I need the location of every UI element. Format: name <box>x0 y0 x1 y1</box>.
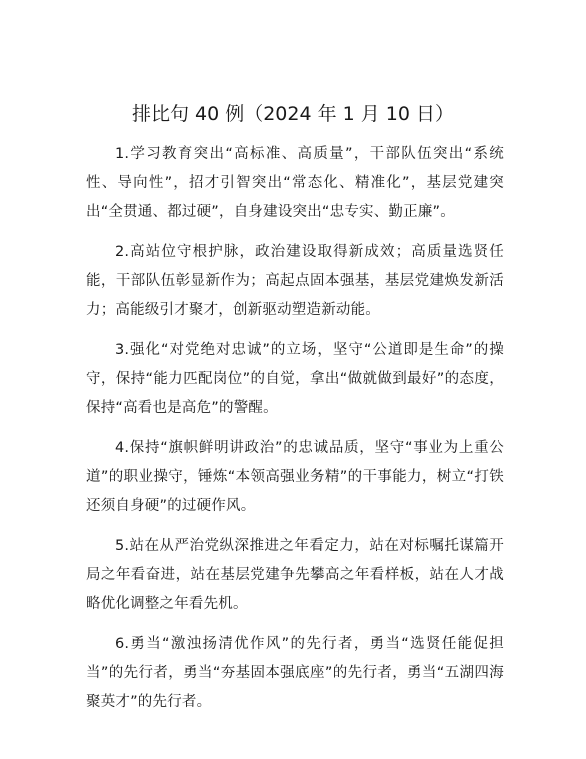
paragraph-1: 1.学习教育突出“高标准、高质量”，干部队伍突出“系统性、导向性”，招才引智突出“常态化、精准化”，基层党建突出“全贯通、都过硬”，自身建设突出“忠专实、勤正廉”。 <box>86 146 504 220</box>
document-body <box>86 140 504 728</box>
paragraph-6: 6.勇当“激浊扬清优作风”的先行者，勇当“选贤任能促担当”的先行者，勇当“夯基固本强底座”的先行者，勇当“五湖四海聚英才”的先行者。 <box>86 636 504 710</box>
paragraph-2: 2.高站位守根护脉，政治建设取得新成效；高质量选贤任能，干部队伍彰显新作为；高起点固本强基，基层党建焕发新活力；高能级引才聚才，创新驱动塑造新动能。 <box>86 244 504 318</box>
paragraph-3: 3.强化“对党绝对忠诚”的立场，坚守“公道即是生命”的操守，保持“能力匹配岗位”的自觉，拿出“做就做到最好”的态度，保持“高看也是高危”的警醒。 <box>86 342 504 416</box>
paragraph-5: 5.站在从严治党纵深推进之年看定力，站在对标嘱托谋篇开局之年看奋进，站在基层党建争先攀高之年看样板，站在人才战略优化调整之年看先机。 <box>86 538 504 612</box>
document-title: 排比句 40 例（2024 年 1 月 10 日） <box>131 103 455 125</box>
paragraph-4: 4.保持“旗帜鲜明讲政治”的忠诚品质，坚守“事业为上重公道”的职业操守，锤炼“本领高强业务精”的干事能力，树立“打铁还须自身硬”的过硬作风。 <box>86 440 504 514</box>
